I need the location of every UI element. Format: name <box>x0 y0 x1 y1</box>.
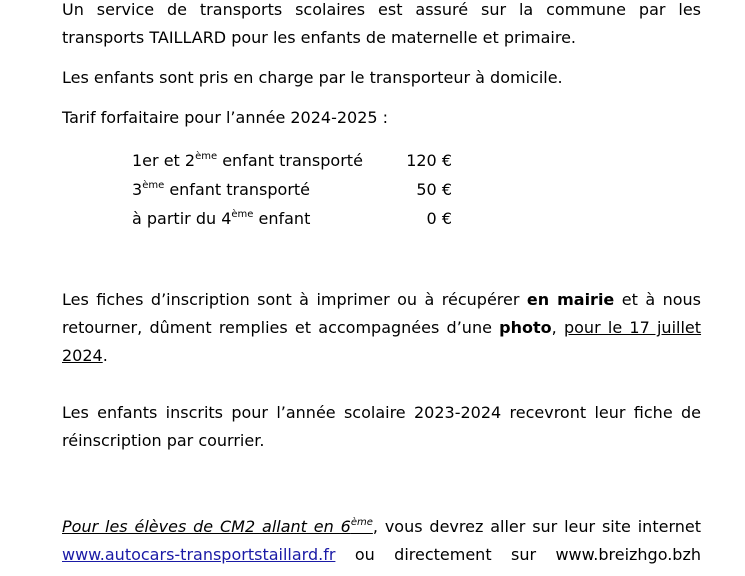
cm2-line-2: www.autocars-transportstaillard.fr ou directement sur www.breizhgo.bzh <box>62 545 701 564</box>
reinscription-line-1: Les enfants inscrits pour l’année scolaire 2023-2024 recevront leur fiche de <box>62 403 701 422</box>
deadline-underlined: pour le 17 juillet <box>563 318 702 337</box>
tariff-row <box>132 204 452 233</box>
reinscription-paragraph <box>62 399 701 455</box>
registration-line-2: retourner, dûment remplies et accompagnées d’une photo, pour le 17 juillet <box>62 318 702 337</box>
registration-paragraph <box>62 286 701 370</box>
photo-bold: photo <box>499 318 552 337</box>
tariff-heading <box>62 104 701 132</box>
intro-paragraph <box>62 0 701 52</box>
tariff-row <box>132 146 452 175</box>
intro-line-2: transports TAILLARD pour les enfants de maternelle et primaire. <box>62 28 576 47</box>
tariff-price: 50 € <box>416 180 452 199</box>
intro-line-1: Un service de transports scolaires est assuré sur la commune par les <box>62 0 701 19</box>
tariff-price: 0 € <box>426 209 452 228</box>
pickup-paragraph <box>62 64 701 92</box>
tariff-price: 120 € <box>406 151 452 170</box>
tariff-label: 3ème enfant transporté <box>132 180 311 199</box>
tariff-label: 1er et 2ème enfant transporté <box>132 151 363 170</box>
registration-line-3: 2024. <box>62 346 108 365</box>
deadline-year: 2024 <box>62 346 103 365</box>
registration-line-1: Les fiches d’inscription sont à imprimer ou à récupérer en mairie et à nous <box>62 290 701 309</box>
taillard-website-link[interactable]: www.autocars-transportstaillard.fr <box>62 545 336 564</box>
tariff-list <box>132 146 452 233</box>
tariff-label: à partir du 4ème enfant <box>132 209 311 228</box>
en-mairie-bold: en mairie <box>526 290 615 309</box>
cm2-italic-intro: Pour les élèves de CM2 allant en 6ème <box>62 517 373 536</box>
tariff-heading-text: Tarif forfaitaire pour l’année 2024-2025 : <box>62 108 389 127</box>
reinscription-line-2: réinscription par courrier. <box>62 431 265 450</box>
cm2-line-1: Pour les élèves de CM2 allant en 6ème, vous devrez aller sur leur site internet <box>62 517 701 536</box>
cm2-paragraph <box>62 513 701 569</box>
pickup-text: Les enfants sont pris en charge par le transporteur à domicile. <box>62 68 563 87</box>
tariff-row <box>132 175 452 204</box>
